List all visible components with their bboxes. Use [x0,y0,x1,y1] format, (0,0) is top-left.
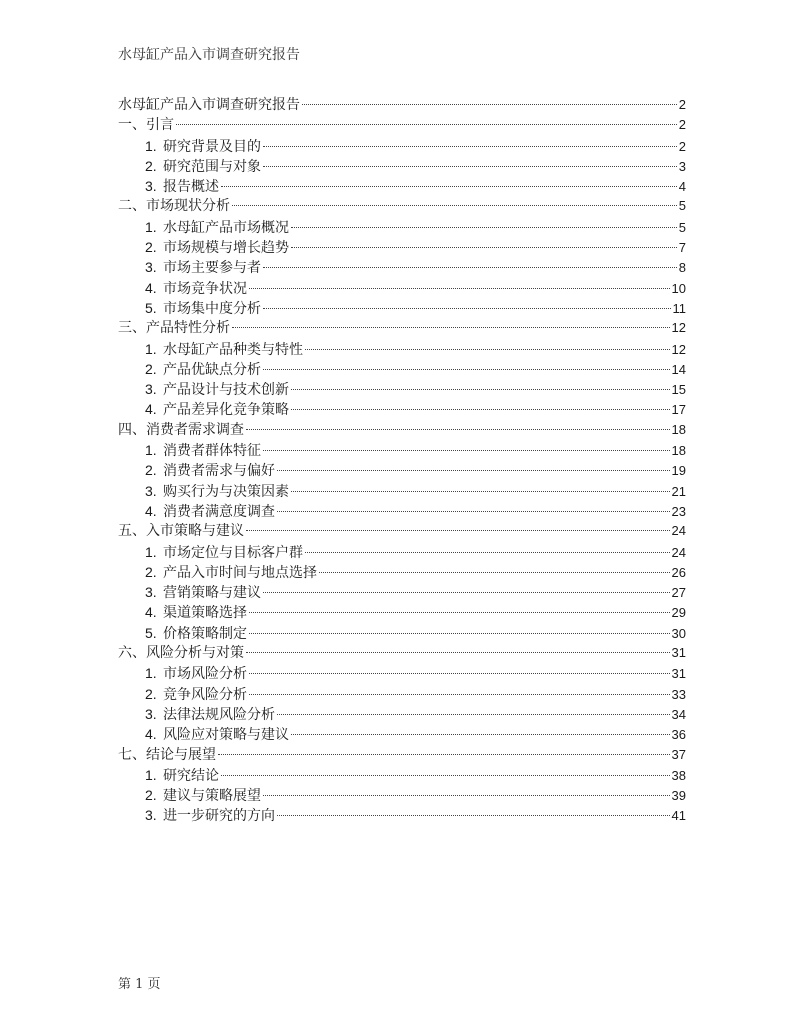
toc-entry-page: 3 [678,158,686,174]
toc-entry-title: 七、结论与展望 [118,746,216,763]
toc-entry-title: 消费者满意度调查 [163,503,275,520]
toc-entry-number: 3. [145,381,157,398]
toc-entry-title: 市场规模与增长趋势 [163,240,289,257]
toc-entry[interactable] [118,785,686,805]
toc-entry-page: 11 [672,300,686,316]
toc-leader-dots [263,166,677,167]
toc-entry-number: 1. [145,543,157,560]
toc-entry-page: 36 [671,727,686,743]
toc-entry-page: 21 [671,483,686,499]
toc-entry[interactable] [118,115,686,135]
toc-entry-title: 报告概述 [163,179,219,196]
toc-entry-title: 水母缸产品入市调查研究报告 [118,97,300,113]
toc-entry-title: 水母缸产品市场概况 [163,219,289,236]
toc-entry[interactable] [118,805,686,825]
toc-entry[interactable] [118,704,686,724]
toc-entry-page: 24 [671,544,686,560]
toc-entry-number: 4. [145,726,157,743]
toc-entry-page: 23 [671,503,686,519]
toc-leader-dots [291,389,670,390]
toc-entry-number: 1. [145,340,157,357]
toc-entry-number: 1. [145,442,157,459]
toc-entry-number: 3. [145,482,157,499]
toc-leader-dots [263,795,670,796]
toc-entry-page: 30 [671,625,686,641]
toc-entry-title: 市场定位与目标客户群 [163,544,303,561]
toc-entry-number: 1. [145,137,157,154]
toc-leader-dots [277,815,670,816]
toc-entry[interactable] [118,217,686,237]
toc-entry-number: 2. [145,239,157,256]
toc-entry-page: 7 [678,240,686,256]
toc-entry[interactable] [118,196,686,216]
toc-entry-title: 市场风险分析 [163,666,247,683]
toc-entry-page: 24 [671,523,686,539]
toc-leader-dots [249,633,670,634]
toc-entry-title: 竞争风险分析 [163,686,247,703]
toc-leader-dots [246,429,670,430]
toc-entry-number: 2. [145,462,157,479]
toc-entry-page: 33 [671,686,686,702]
toc-entry-title: 二、市场现状分析 [118,198,230,215]
toc-entry[interactable] [118,176,686,196]
toc-entry-number: 4. [145,401,157,418]
toc-entry-number: 2. [145,563,157,580]
toc-leader-dots [246,530,670,531]
toc-entry[interactable] [118,298,686,318]
toc-entry-page: 5 [678,198,686,214]
toc-entry[interactable] [118,460,686,480]
toc-entry-title: 产品设计与技术创新 [163,382,289,399]
toc-entry[interactable] [118,359,686,379]
toc-entry-title: 四、消费者需求调查 [118,421,244,438]
toc-entry-number: 5. [145,299,157,316]
toc-entry-page: 4 [678,179,686,195]
toc-entry[interactable] [118,521,686,541]
toc-entry-number: 4. [145,502,157,519]
toc-entry[interactable] [118,278,686,298]
toc-entry[interactable] [118,623,686,643]
toc-entry-page: 14 [671,361,686,377]
toc-leader-dots [263,267,677,268]
toc-entry-title: 消费者需求与偏好 [163,463,275,480]
toc-entry-page: 26 [671,564,686,580]
toc-entry-page: 5 [678,219,686,235]
toc-leader-dots [249,288,670,289]
toc-entry-number: 1. [145,665,157,682]
toc-leader-dots [249,612,670,613]
toc-leader-dots [263,450,670,451]
toc-leader-dots [249,694,670,695]
running-header: 水母缸产品入市调查研究报告 [118,47,300,63]
toc-entry-page: 38 [671,767,686,783]
toc-entry-number: 3. [145,178,157,195]
toc-entry[interactable] [118,602,686,622]
toc-entry-number: 2. [145,685,157,702]
toc-entry[interactable] [118,440,686,460]
toc-leader-dots [305,552,670,553]
toc-leader-dots [263,308,671,309]
toc-entry-title: 市场主要参与者 [163,260,261,277]
toc-entry-title: 研究范围与对象 [163,158,261,175]
toc-entry-page: 27 [671,585,686,601]
toc-entry-page: 34 [671,706,686,722]
toc-entry[interactable] [118,765,686,785]
toc-entry-page: 17 [671,402,686,418]
toc-entry-page: 12 [671,341,686,357]
toc-entry-title: 购买行为与决策因素 [163,483,289,500]
toc-entry-title: 五、入市策略与建议 [118,523,244,540]
toc-leader-dots [319,572,670,573]
toc-entry[interactable] [118,582,686,602]
toc-entry-page: 12 [671,320,686,336]
toc-entry[interactable] [118,501,686,521]
toc-entry-title: 水母缸产品种类与特性 [163,341,303,358]
toc-entry-title: 产品入市时间与地点选择 [163,564,317,581]
toc-entry-title: 法律法规风险分析 [163,706,275,723]
toc-leader-dots [305,349,670,350]
toc-entry[interactable] [118,399,686,419]
toc-leader-dots [291,491,670,492]
toc-leader-dots [221,186,677,187]
toc-leader-dots [221,775,670,776]
toc-entry[interactable] [118,156,686,176]
toc-entry[interactable] [118,684,686,704]
toc-entry-title: 渠道策略选择 [163,605,247,622]
toc-entry[interactable] [118,339,686,359]
toc-entry-title: 市场集中度分析 [163,300,261,317]
toc-entry-title: 营销策略与建议 [163,585,261,602]
toc-leader-dots [263,146,677,147]
toc-leader-dots [291,227,677,228]
toc-entry[interactable] [118,136,686,156]
toc-entry-title: 研究结论 [163,767,219,784]
toc-entry[interactable] [118,420,686,440]
toc-leader-dots [246,652,670,653]
toc-entry-title: 研究背景及目的 [163,138,261,155]
toc-entry-page: 2 [678,97,686,112]
toc-leader-dots [291,409,670,410]
toc-entry[interactable] [118,745,686,765]
toc-leader-dots [176,124,677,125]
toc-entry-number: 2. [145,787,157,804]
toc-entry-number: 3. [145,584,157,601]
toc-entry-number: 3. [145,807,157,824]
toc-entry[interactable] [118,481,686,501]
toc-entry-number: 2. [145,157,157,174]
toc-entry-page: 18 [671,443,686,459]
toc-entry[interactable] [118,643,686,663]
toc-entry-number: 4. [145,279,157,296]
toc-entry-number: 1. [145,766,157,783]
toc-entry-page: 15 [671,382,686,398]
toc-entry-title: 风险应对策略与建议 [163,727,289,744]
toc-leader-dots [263,369,670,370]
toc-entry[interactable] [118,257,686,277]
toc-entry-title: 产品差异化竞争策略 [163,402,289,419]
toc-leader-dots [291,247,677,248]
toc-entry-number: 5. [145,624,157,641]
toc-entry-title: 消费者群体特征 [163,443,261,460]
toc-entry-title: 价格策略制定 [163,625,247,642]
toc-leader-dots [249,673,670,674]
toc-leader-dots [277,714,670,715]
toc-entry-title: 三、产品特性分析 [118,320,230,337]
toc-entry-page: 31 [671,645,686,661]
toc-leader-dots [291,734,670,735]
toc-entry-page: 37 [671,746,686,762]
toc-entry[interactable] [118,318,686,338]
toc-entry-page: 2 [678,138,686,154]
toc-entry-page: 29 [671,605,686,621]
table-of-contents [118,95,686,826]
toc-entry-title: 进一步研究的方向 [163,808,275,825]
toc-entry-number: 2. [145,360,157,377]
toc-leader-dots [277,470,670,471]
toc-entry[interactable] [118,562,686,582]
toc-entry-number: 1. [145,218,157,235]
toc-entry[interactable] [118,724,686,744]
toc-leader-dots [232,327,670,328]
toc-entry[interactable] [118,237,686,257]
toc-entry-page: 8 [678,260,686,276]
toc-entry[interactable] [118,95,686,115]
toc-entry-title: 六、风险分析与对策 [118,645,244,662]
toc-entry-page: 10 [671,280,686,296]
toc-entry-page: 2 [678,117,686,133]
toc-leader-dots [277,511,670,512]
toc-leader-dots [218,754,670,755]
toc-entry-title: 建议与策略展望 [163,788,261,805]
toc-entry-title: 一、引言 [118,117,174,134]
toc-leader-dots [302,104,677,105]
toc-leader-dots [232,205,677,206]
toc-entry-title: 产品优缺点分析 [163,361,261,378]
toc-entry-page: 39 [671,788,686,804]
toc-entry-number: 4. [145,604,157,621]
toc-entry-title: 市场竞争状况 [163,280,247,297]
toc-entry-page: 18 [671,421,686,437]
toc-entry-number: 3. [145,705,157,722]
toc-entry[interactable] [118,379,686,399]
toc-entry[interactable] [118,542,686,562]
toc-entry[interactable] [118,663,686,683]
toc-entry-page: 19 [671,463,686,479]
toc-entry-page: 31 [671,666,686,682]
page-number: 第 1 页 [118,977,161,992]
toc-leader-dots [263,592,670,593]
toc-entry-number: 3. [145,259,157,276]
toc-entry-page: 41 [671,808,686,824]
